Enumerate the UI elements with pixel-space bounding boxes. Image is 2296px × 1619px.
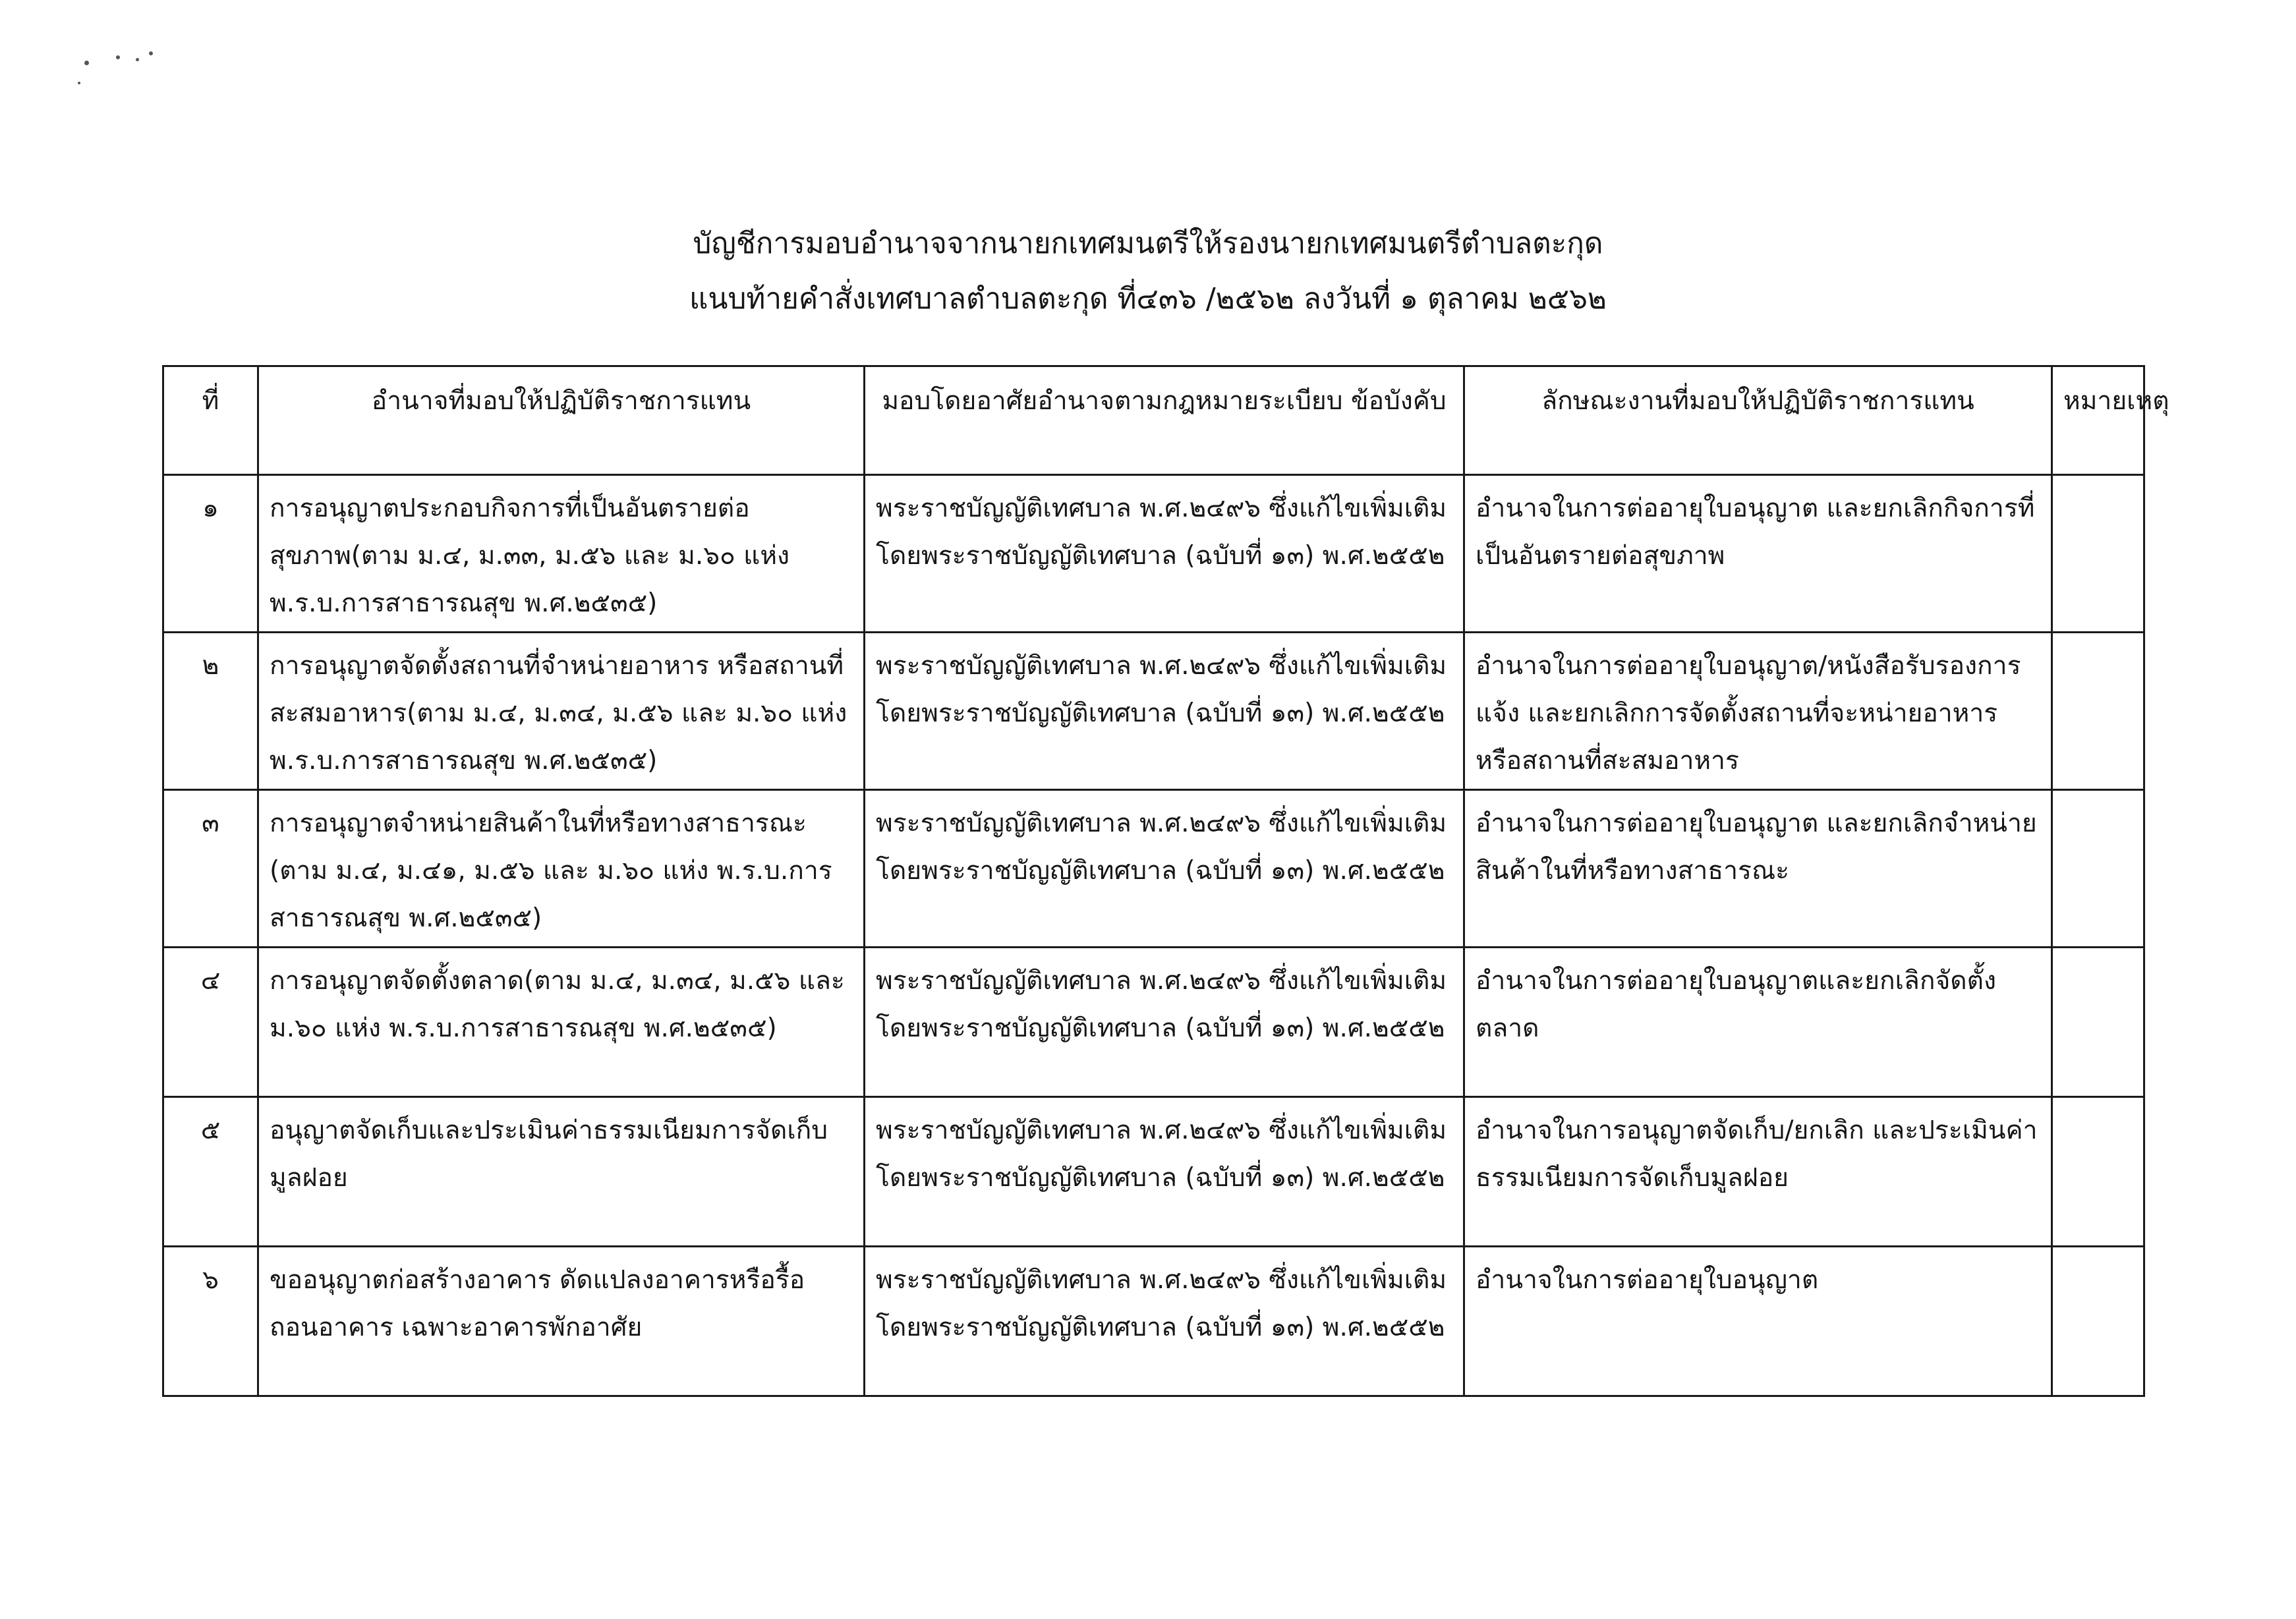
- table-row: [163, 1097, 2144, 1247]
- document-title: บัญชีการมอบอำนาจจากนายกเทศมนตรีให้รองนายกเทศมนตรีตำบลตะกุด: [693, 227, 1603, 260]
- work-scope: อำนาจในการต่ออายุใบอนุญาต: [1464, 1247, 2052, 1396]
- delegated-power: การอนุญาตจัดตั้งตลาด(ตาม ม.๔, ม.๓๔, ม.๕๖ และ ม.๖๐ แห่ง พ.ร.บ.การสาธารณสุข พ.ศ.๒๕๓๕): [258, 948, 865, 1097]
- work-scope: อำนาจในการต่ออายุใบอนุญาต และยกเลิกกิจการที่เป็นอันตรายต่อสุขภาพ: [1464, 475, 2052, 633]
- row-number: ๒: [163, 633, 258, 790]
- table-header-row: [163, 366, 2144, 475]
- scan-speck: [78, 82, 80, 84]
- work-scope: อำนาจในการอนุญาตจัดเก็บ/ยกเลิก และประเมินค่าธรรมเนียมการจัดเก็บมูลฝอย: [1464, 1097, 2052, 1247]
- delegated-power: การอนุญาตจำหน่ายสินค้าในที่หรือทางสาธารณะ (ตาม ม.๔, ม.๔๑, ม.๕๖ และ ม.๖๐ แห่ง พ.ร.บ.การสาธารณสุข พ.ศ.๒๕๓๕): [258, 790, 865, 948]
- column-header-scope: ลักษณะงานที่มอบให้ปฏิบัติราชการแทน: [1464, 366, 2052, 475]
- delegated-power: การอนุญาตจัดตั้งสถานที่จำหน่ายอาหาร หรือสถานที่สะสมอาหาร(ตาม ม.๔, ม.๓๔, ม.๕๖ และ ม.๖๐ แห่ง พ.ร.บ.การสาธารณสุข พ.ศ.๒๕๓๕): [258, 633, 865, 790]
- delegation-table: [162, 365, 2169, 1397]
- table-row: [163, 790, 2144, 948]
- row-number: ๕: [163, 1097, 258, 1247]
- column-header-no: ที่: [163, 366, 258, 475]
- table-row: [163, 633, 2144, 790]
- row-number: ๖: [163, 1247, 258, 1396]
- table-row: [163, 475, 2144, 633]
- column-header-remark: หมายเหตุ: [2052, 366, 2144, 475]
- remark: [2052, 1097, 2144, 1247]
- work-scope: อำนาจในการต่ออายุใบอนุญาตและยกเลิกจัดตั้งตลาด: [1464, 948, 2052, 1097]
- delegated-power: อนุญาตจัดเก็บและประเมินค่าธรรมเนียมการจัดเก็บมูลฝอย: [258, 1097, 865, 1247]
- table-row: [163, 1247, 2144, 1396]
- scan-speck: [149, 51, 153, 55]
- legal-basis: พระราชบัญญัติเทศบาล พ.ศ.๒๔๙๖ ซึ่งแก้ไขเพิ่มเติม โดยพระราชบัญญัติเทศบาล (ฉบับที่ ๑๓) พ.ศ.๒๕๕๒: [865, 633, 1464, 790]
- legal-basis: พระราชบัญญัติเทศบาล พ.ศ.๒๔๙๖ ซึ่งแก้ไขเพิ่มเติม โดยพระราชบัญญัติเทศบาล (ฉบับที่ ๑๓) พ.ศ.๒๕๕๒: [865, 790, 1464, 948]
- legal-basis: พระราชบัญญัติเทศบาล พ.ศ.๒๔๙๖ ซึ่งแก้ไขเพิ่มเติม โดยพระราชบัญญัติเทศบาล (ฉบับที่ ๑๓) พ.ศ.๒๕๕๒: [865, 475, 1464, 633]
- delegated-power: ขออนุญาตก่อสร้างอาคาร ดัดแปลงอาคารหรือรื้อถอนอาคาร เฉพาะอาคารพักอาศัย: [258, 1247, 865, 1396]
- work-scope: อำนาจในการต่ออายุใบอนุญาต และยกเลิกจำหน่ายสินค้าในที่หรือทางสาธารณะ: [1464, 790, 2052, 948]
- row-number: ๓: [163, 790, 258, 948]
- row-number: ๑: [163, 475, 258, 633]
- column-header-law: มอบโดยอาศัยอำนาจตามกฎหมายระเบียบ ข้อบังคับ: [865, 366, 1464, 475]
- column-header-power: อำนาจที่มอบให้ปฏิบัติราชการแทน: [258, 366, 865, 475]
- remark: [2052, 475, 2144, 633]
- work-scope: อำนาจในการต่ออายุใบอนุญาต/หนังสือรับรองการแจ้ง และยกเลิกการจัดตั้งสถานที่จะหน่ายอาหาร หรือสถานที่สะสมอาหาร: [1464, 633, 2052, 790]
- document-header: [0, 217, 2296, 326]
- remark: [2052, 1247, 2144, 1396]
- scan-speck: [84, 61, 89, 65]
- scan-speck: [136, 58, 139, 61]
- remark: [2052, 790, 2144, 948]
- legal-basis: พระราชบัญญัติเทศบาล พ.ศ.๒๔๙๖ ซึ่งแก้ไขเพิ่มเติม โดยพระราชบัญญัติเทศบาล (ฉบับที่ ๑๓) พ.ศ.๒๕๕๒: [865, 948, 1464, 1097]
- remark: [2052, 633, 2144, 790]
- row-number: ๔: [163, 948, 258, 1097]
- remark: [2052, 948, 2144, 1097]
- delegated-power: การอนุญาตประกอบกิจการที่เป็นอันตรายต่อสุขภาพ(ตาม ม.๔, ม.๓๓, ม.๕๖ และ ม.๖๐ แห่ง พ.ร.บ.การสาธารณสุข พ.ศ.๒๕๓๕): [258, 475, 865, 633]
- table-row: [163, 948, 2144, 1097]
- scan-speck: [116, 55, 120, 59]
- legal-basis: พระราชบัญญัติเทศบาล พ.ศ.๒๔๙๖ ซึ่งแก้ไขเพิ่มเติม โดยพระราชบัญญัติเทศบาล (ฉบับที่ ๑๓) พ.ศ.๒๕๕๒: [865, 1097, 1464, 1247]
- legal-basis: พระราชบัญญัติเทศบาล พ.ศ.๒๔๙๖ ซึ่งแก้ไขเพิ่มเติม โดยพระราชบัญญัติเทศบาล (ฉบับที่ ๑๓) พ.ศ.๒๕๕๒: [865, 1247, 1464, 1396]
- document-subtitle: แนบท้ายคำสั่งเทศบาลตำบลตะกุด ที่๔๓๖ /๒๕๖๒ ลงวันที่ ๑ ตุลาคม ๒๕๖๒: [689, 282, 1607, 316]
